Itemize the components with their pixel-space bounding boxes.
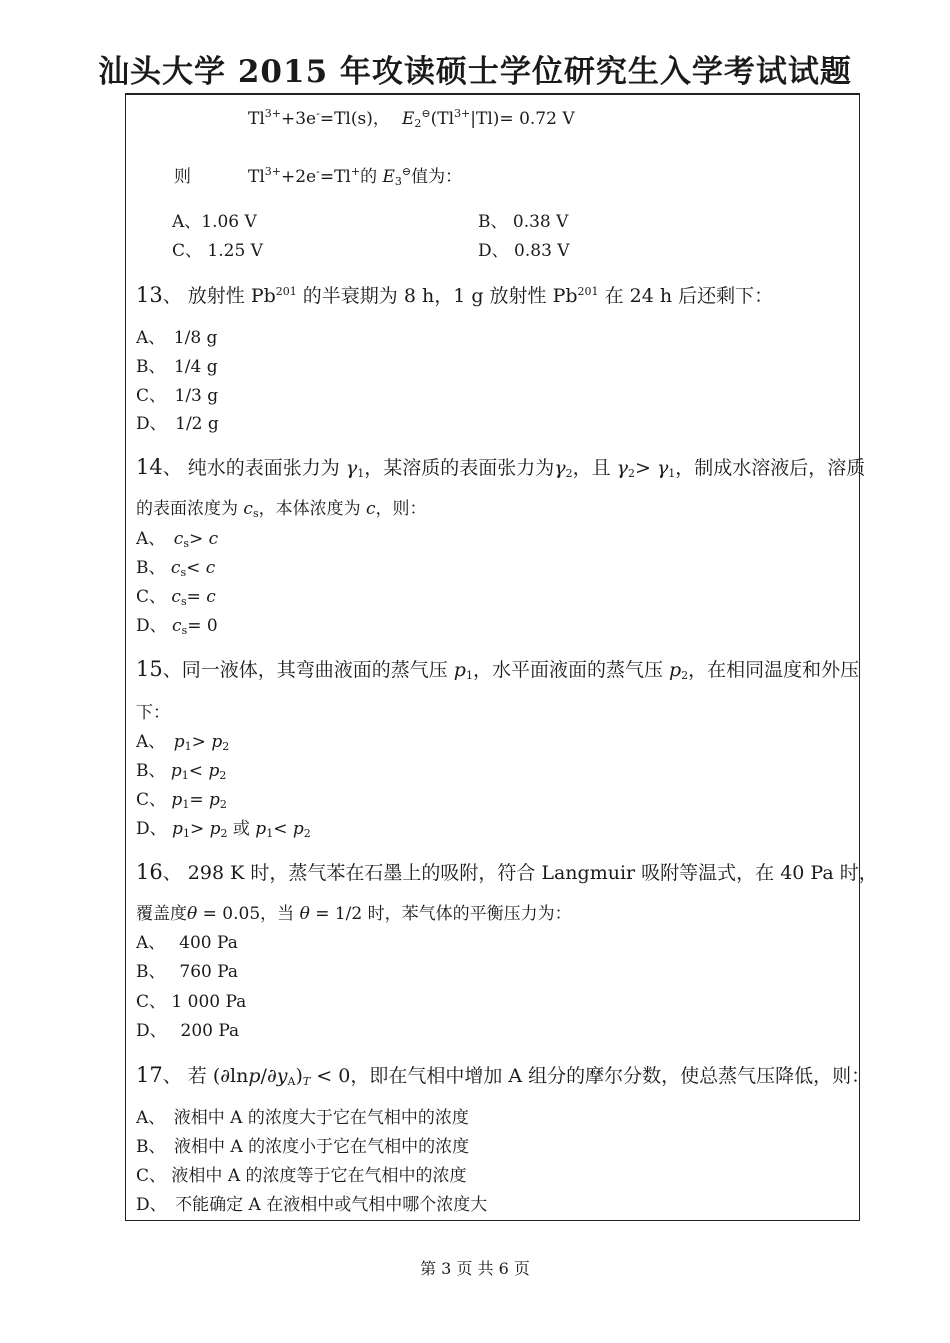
q16-option-a: A、 400 Pa xyxy=(136,933,238,953)
q14-option-b: B、 $c_s< c$ xyxy=(136,558,216,579)
q12-option-d: D、 0.83 V xyxy=(478,241,570,261)
q13-option-d: D、 1/2 g xyxy=(136,414,219,434)
q16-stem-line2: 覆盖度θ = 0.05，当 θ = 1/2 时，苯气体的平衡压力为： xyxy=(136,904,572,924)
q15-option-b: B、 $p_1< p_2$ xyxy=(136,761,227,782)
exam-frame xyxy=(125,93,860,1221)
q15-option-a: A、 $p_1> p_2$ xyxy=(136,732,230,753)
q16-option-d: D、 200 Pa xyxy=(136,1021,240,1041)
q12-then-label: 则 xyxy=(174,167,191,187)
q14-option-a: A、 $c_s> c$ xyxy=(136,529,219,550)
q14-option-c: C、 $c_s= c$ xyxy=(136,587,216,608)
q14-option-d: D、 $c_s= 0$ xyxy=(136,616,218,637)
q13-option-c: C、 1/3 g xyxy=(136,386,219,406)
q12-equation-2: $Tl^{3+}+2e^-=Tl^+$的 $E_3^⊖$值为： xyxy=(248,165,463,188)
page-title: 汕头大学 2015 年攻读硕士学位研究生入学考试试题 xyxy=(98,54,852,90)
q12-equation-1: $Tl^{3+}+3e^-=Tl(s)$， xyxy=(248,107,390,129)
q12-option-c: C、 1.25 V xyxy=(172,241,263,261)
q15-option-d: D、 $p_1> p_2$ 或 $p_1< p_2$ xyxy=(136,819,311,840)
q13-option-b: B、 1/4 g xyxy=(136,357,218,377)
q13-option-a: A、 1/8 g xyxy=(136,328,218,348)
q14-stem-line2: 的表面浓度为 $c_s$，本体浓度为 c，则： xyxy=(136,499,427,520)
q17-option-c: C、 液相中 A 的浓度等于它在气相中的浓度 xyxy=(136,1166,467,1186)
q15-stem-line1: 15、同一液体，其弯曲液面的蒸气压 $p_1$，水平面液面的蒸气压 $p_2$，在相同温度和外压 xyxy=(136,657,860,682)
q17-option-a: A、 液相中 A 的浓度大于它在气相中的浓度 xyxy=(136,1108,469,1128)
q16-stem-line1: 16、 298 K 时，蒸气苯在石墨上的吸附，符合 Langmuir 吸附等温式，在 40 Pa 时， xyxy=(136,860,878,884)
q16-option-b: B、 760 Pa xyxy=(136,962,239,982)
q12-option-a: A、1.06 V xyxy=(172,212,257,232)
q13-stem: 13、 放射性 Pb$^{201}$ 的半衰期为 8 h，1 g 放射性 Pb$^{201}$ 在 24 h 后还剩下： xyxy=(136,283,774,307)
q17-stem: 17、 若 $(\partial\ln p/\partial y_A)_T < 0$，即在气相中增加 A 组分的摩尔分数，使总蒸气压降低，则： xyxy=(136,1063,871,1088)
q12-e2-value: $E_2^⊖(Tl^{3+}|Tl)= 0.72$ V xyxy=(402,107,575,130)
q14-stem-line1: 14、 纯水的表面张力为 $\gamma_1$，某溶质的表面张力为$\gamma_2$，且 $\gamma_2> \gamma_1$，制成水溶液后，溶质 xyxy=(136,455,866,480)
q17-option-b: B、 液相中 A 的浓度小于它在气相中的浓度 xyxy=(136,1137,470,1157)
q17-option-d: D、 不能确定 A 在液相中或气相中哪个浓度大 xyxy=(136,1195,488,1215)
q16-option-c: C、 1 000 Pa xyxy=(136,992,247,1012)
q15-option-c: C、 $p_1= p_2$ xyxy=(136,790,227,811)
q15-stem-line2: 下： xyxy=(136,703,170,723)
q12-option-b: B、 0.38 V xyxy=(478,212,569,232)
page-footer: 第 3 页 共 6 页 xyxy=(420,1259,530,1278)
